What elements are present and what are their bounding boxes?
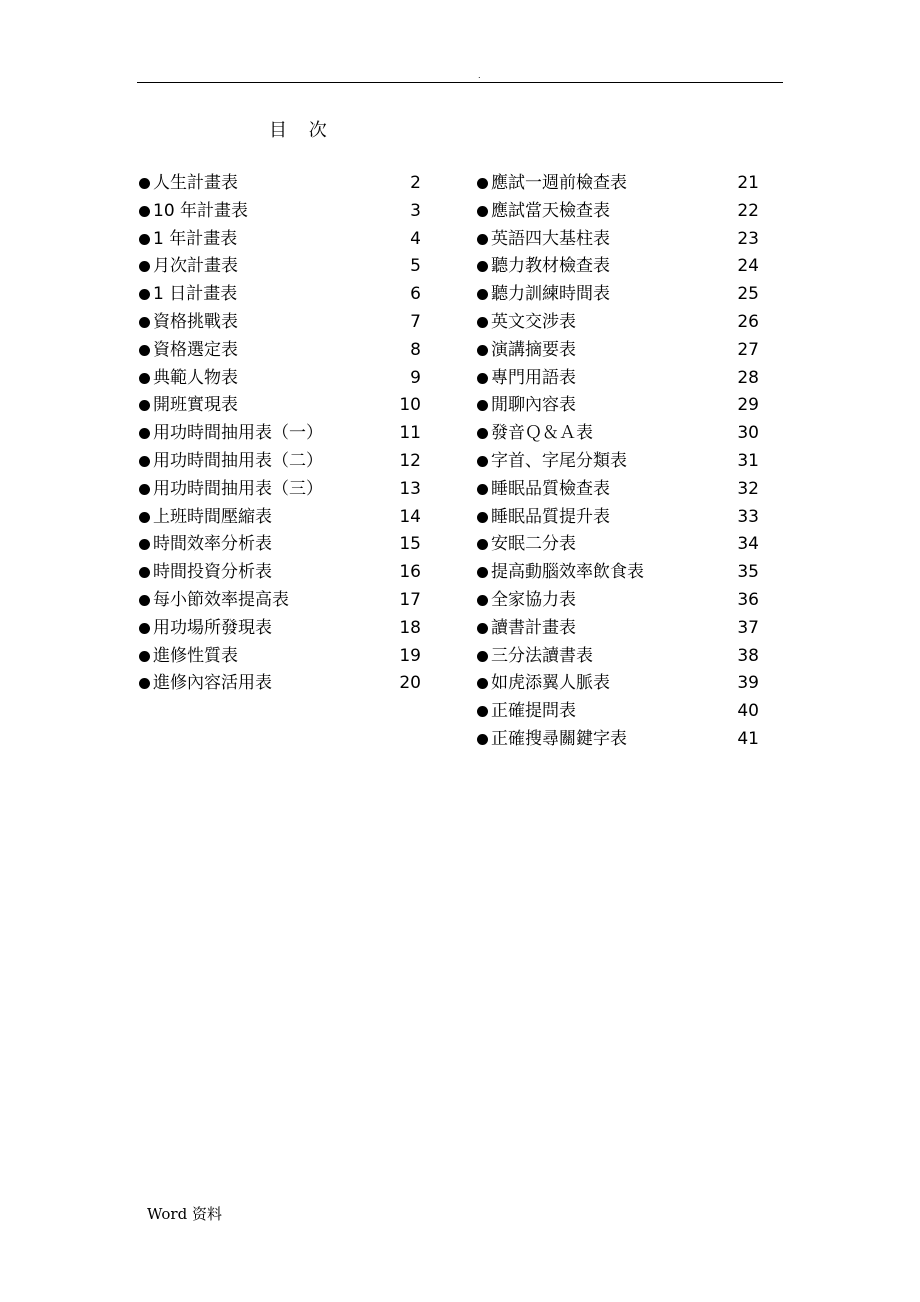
toc-entry-page-number: 22 bbox=[737, 200, 759, 221]
toc-entry-label: 讀書計畫表 bbox=[491, 617, 576, 638]
toc-entry-label: 1 日計畫表 bbox=[153, 284, 238, 305]
toc-entry-page-number: 38 bbox=[737, 645, 759, 666]
bullet-icon bbox=[139, 651, 150, 662]
footer-text: Word 资料 bbox=[147, 1205, 222, 1223]
toc-entry[interactable] bbox=[477, 587, 759, 615]
toc-entry-label: 時間效率分析表 bbox=[153, 534, 272, 555]
bullet-icon bbox=[139, 345, 150, 356]
toc-entry[interactable] bbox=[477, 559, 759, 587]
toc-entry-label: 發音Ｑ＆Ａ表 bbox=[491, 423, 593, 444]
toc-entry-page-number: 29 bbox=[737, 395, 759, 416]
bullet-icon bbox=[477, 289, 488, 300]
toc-entry-label: 人生計畫表 bbox=[153, 173, 238, 193]
toc-entry[interactable] bbox=[139, 281, 421, 309]
bullet-icon bbox=[477, 512, 488, 523]
toc-entry-label: 用功時間抽用表（三） bbox=[153, 478, 323, 499]
toc-entry-page-number: 21 bbox=[737, 173, 759, 193]
bullet-icon bbox=[139, 567, 150, 578]
toc-entry-page-number: 6 bbox=[410, 284, 421, 305]
bullet-icon bbox=[139, 400, 150, 411]
toc-right-column bbox=[477, 170, 759, 754]
toc-entry-label: 睡眠品質檢查表 bbox=[491, 478, 610, 499]
toc-entry-label: 如虎添翼人脈表 bbox=[491, 673, 610, 694]
bullet-icon bbox=[477, 706, 488, 717]
toc-entry-label: 專門用語表 bbox=[491, 367, 576, 388]
bullet-icon bbox=[139, 678, 150, 689]
toc-entry[interactable] bbox=[477, 309, 759, 337]
toc-entry[interactable] bbox=[139, 504, 421, 532]
toc-entry-label: 聽力教材檢查表 bbox=[491, 256, 610, 277]
bullet-icon bbox=[477, 456, 488, 467]
toc-entry-label: 典範人物表 bbox=[153, 367, 238, 388]
toc-entry-label: 進修性質表 bbox=[153, 645, 238, 666]
toc-entry-page-number: 3 bbox=[410, 200, 421, 221]
bullet-icon bbox=[477, 595, 488, 606]
toc-entry-label: 演講摘要表 bbox=[491, 339, 576, 360]
bullet-icon bbox=[139, 373, 150, 384]
toc-entry-page-number: 19 bbox=[399, 645, 421, 666]
toc-entry-label: 上班時間壓縮表 bbox=[153, 506, 272, 527]
bullet-icon bbox=[477, 400, 488, 411]
bullet-icon bbox=[139, 289, 150, 300]
toc-entry-page-number: 32 bbox=[737, 478, 759, 499]
toc-entry-label: 三分法讀書表 bbox=[491, 645, 593, 666]
toc-entry-label: 開班實現表 bbox=[153, 395, 238, 416]
toc-entry-label: 英語四大基柱表 bbox=[491, 228, 610, 249]
toc-entry[interactable] bbox=[139, 365, 421, 393]
toc-entry-label: 提高動腦效率飲食表 bbox=[491, 562, 644, 583]
bullet-icon bbox=[139, 261, 150, 272]
toc-entry[interactable] bbox=[139, 392, 421, 420]
toc-entry[interactable] bbox=[139, 531, 421, 559]
toc-entry[interactable] bbox=[139, 587, 421, 615]
bullet-icon bbox=[477, 539, 488, 550]
toc-entry-page-number: 41 bbox=[737, 728, 759, 749]
toc-entry-label: 進修內容活用表 bbox=[153, 673, 272, 694]
bullet-icon bbox=[477, 178, 488, 189]
bullet-icon bbox=[477, 651, 488, 662]
toc-entry-page-number: 24 bbox=[737, 256, 759, 277]
toc-entry-page-number: 25 bbox=[737, 284, 759, 305]
toc-entry-label: 英文交涉表 bbox=[491, 311, 576, 332]
toc-entry-page-number: 9 bbox=[410, 367, 421, 388]
toc-entry-page-number: 13 bbox=[399, 478, 421, 499]
toc-entry-label: 聽力訓練時間表 bbox=[491, 284, 610, 305]
toc-entry[interactable] bbox=[139, 170, 421, 198]
toc-entry-page-number: 31 bbox=[737, 450, 759, 471]
toc-entry[interactable] bbox=[477, 448, 759, 476]
toc-entry-page-number: 34 bbox=[737, 534, 759, 555]
toc-entry-page-number: 27 bbox=[737, 339, 759, 360]
toc-entry-page-number: 33 bbox=[737, 506, 759, 527]
toc-entry-page-number: 11 bbox=[399, 423, 421, 444]
toc-entry-page-number: 28 bbox=[737, 367, 759, 388]
bullet-icon bbox=[477, 345, 488, 356]
bullet-icon bbox=[139, 623, 150, 634]
toc-entry[interactable] bbox=[477, 531, 759, 559]
toc-entry[interactable] bbox=[477, 337, 759, 365]
toc-entry[interactable] bbox=[139, 559, 421, 587]
toc-entry-page-number: 17 bbox=[399, 589, 421, 610]
toc-entry-page-number: 16 bbox=[399, 562, 421, 583]
toc-entry[interactable] bbox=[477, 726, 759, 754]
bullet-icon bbox=[139, 234, 150, 245]
toc-entry[interactable] bbox=[139, 337, 421, 365]
header-divider bbox=[137, 82, 783, 83]
bullet-icon bbox=[477, 428, 488, 439]
toc-entry-page-number: 14 bbox=[399, 506, 421, 527]
toc-entry-page-number: 10 bbox=[399, 395, 421, 416]
bullet-icon bbox=[477, 484, 488, 495]
toc-entry[interactable] bbox=[477, 392, 759, 420]
toc-entry[interactable] bbox=[139, 476, 421, 504]
toc-entry-page-number: 7 bbox=[410, 311, 421, 332]
bullet-icon bbox=[477, 734, 488, 745]
toc-entry-label: 應試當天檢查表 bbox=[491, 200, 610, 221]
toc-entry-page-number: 4 bbox=[410, 228, 421, 249]
toc-entry-page-number: 18 bbox=[399, 617, 421, 638]
bullet-icon bbox=[139, 178, 150, 189]
toc-entry-page-number: 40 bbox=[737, 701, 759, 722]
toc-entry[interactable] bbox=[477, 670, 759, 698]
toc-entry[interactable] bbox=[477, 281, 759, 309]
toc-entry-label: 資格選定表 bbox=[153, 339, 238, 360]
toc-entry-label: 應試一週前檢查表 bbox=[491, 173, 627, 193]
toc-entry[interactable] bbox=[477, 643, 759, 671]
toc-entry[interactable] bbox=[477, 226, 759, 254]
bullet-icon bbox=[477, 678, 488, 689]
toc-entry[interactable] bbox=[139, 309, 421, 337]
toc-entry[interactable] bbox=[477, 420, 759, 448]
toc-entry-label: 字首、字尾分類表 bbox=[491, 450, 627, 471]
toc-entry-label: 安眠二分表 bbox=[491, 534, 576, 555]
bullet-icon bbox=[139, 206, 150, 217]
toc-entry[interactable] bbox=[139, 253, 421, 281]
toc-entry-page-number: 30 bbox=[737, 423, 759, 444]
toc-entry[interactable] bbox=[477, 698, 759, 726]
toc-entry-label: 月次計畫表 bbox=[153, 256, 238, 277]
toc-left-column bbox=[139, 170, 421, 698]
toc-entry[interactable] bbox=[477, 504, 759, 532]
bullet-icon bbox=[477, 373, 488, 384]
toc-entry[interactable] bbox=[139, 643, 421, 671]
bullet-icon bbox=[139, 456, 150, 467]
toc-entry-label: 1 年計畫表 bbox=[153, 228, 238, 249]
toc-entry[interactable] bbox=[139, 670, 421, 698]
bullet-icon bbox=[477, 623, 488, 634]
bullet-icon bbox=[477, 261, 488, 272]
toc-entry-label: 全家協力表 bbox=[491, 589, 576, 610]
bullet-icon bbox=[139, 317, 150, 328]
toc-entry-page-number: 15 bbox=[399, 534, 421, 555]
toc-entry-label: 10 年計畫表 bbox=[153, 200, 249, 221]
toc-entry[interactable] bbox=[139, 448, 421, 476]
bullet-icon bbox=[477, 317, 488, 328]
toc-entry-page-number: 23 bbox=[737, 228, 759, 249]
toc-entry-label: 時間投資分析表 bbox=[153, 562, 272, 583]
bullet-icon bbox=[139, 512, 150, 523]
toc-entry-page-number: 37 bbox=[737, 617, 759, 638]
toc-entry-label: 閒聊內容表 bbox=[491, 395, 576, 416]
toc-entry[interactable] bbox=[139, 615, 421, 643]
toc-entry-page-number: 36 bbox=[737, 589, 759, 610]
toc-entry[interactable] bbox=[139, 420, 421, 448]
bullet-icon bbox=[477, 206, 488, 217]
toc-entry[interactable] bbox=[477, 170, 759, 198]
toc-entry[interactable] bbox=[477, 253, 759, 281]
toc-entry-page-number: 39 bbox=[737, 673, 759, 694]
toc-entry[interactable] bbox=[477, 198, 759, 226]
toc-entry-page-number: 5 bbox=[410, 256, 421, 277]
header-mark: . bbox=[478, 71, 481, 80]
toc-entry-page-number: 8 bbox=[410, 339, 421, 360]
bullet-icon bbox=[477, 234, 488, 245]
toc-entry-label: 用功時間抽用表（一） bbox=[153, 423, 323, 444]
toc-entry[interactable] bbox=[139, 226, 421, 254]
toc-entry-label: 用功時間抽用表（二） bbox=[153, 450, 323, 471]
bullet-icon bbox=[139, 539, 150, 550]
toc-entry[interactable] bbox=[477, 476, 759, 504]
bullet-icon bbox=[139, 428, 150, 439]
toc-entry-page-number: 12 bbox=[399, 450, 421, 471]
toc-entry-page-number: 35 bbox=[737, 562, 759, 583]
bullet-icon bbox=[477, 567, 488, 578]
toc-entry-label: 每小節效率提高表 bbox=[153, 589, 289, 610]
toc-entry[interactable] bbox=[477, 615, 759, 643]
toc-entry-label: 正確提問表 bbox=[491, 701, 576, 722]
toc-entry[interactable] bbox=[139, 198, 421, 226]
toc-title: 目 次 bbox=[269, 120, 335, 141]
toc-entry-label: 正確搜尋關鍵字表 bbox=[491, 728, 627, 749]
toc-entry-page-number: 2 bbox=[410, 173, 421, 193]
toc-entry-page-number: 20 bbox=[399, 673, 421, 694]
bullet-icon bbox=[139, 484, 150, 495]
toc-entry-label: 睡眠品質提升表 bbox=[491, 506, 610, 527]
toc-entry-page-number: 26 bbox=[737, 311, 759, 332]
toc-entry-label: 用功場所發現表 bbox=[153, 617, 272, 638]
toc-entry-label: 資格挑戰表 bbox=[153, 311, 238, 332]
toc-entry[interactable] bbox=[477, 365, 759, 393]
bullet-icon bbox=[139, 595, 150, 606]
